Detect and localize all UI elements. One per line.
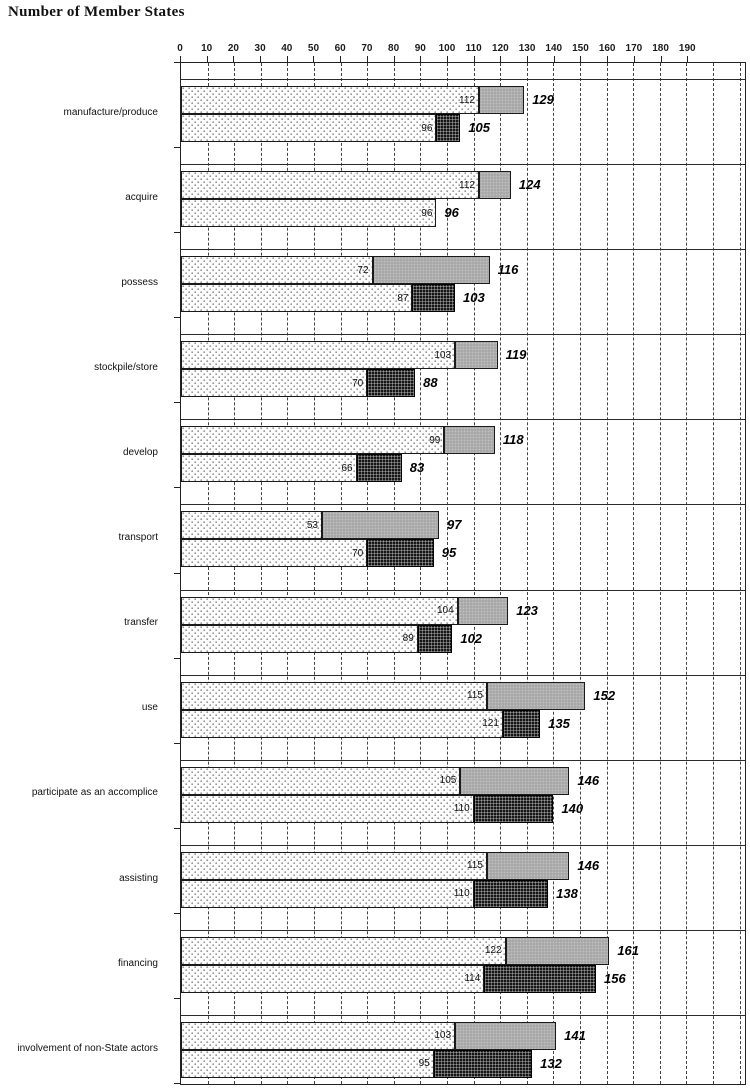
bar-base-value: 104 [436, 605, 454, 616]
bar-extension-segment [367, 539, 434, 567]
bar-base-value: 96 [421, 207, 433, 219]
bar-top [181, 852, 745, 880]
category-label: use [141, 702, 158, 714]
bar-total-value: 118 [502, 432, 524, 448]
x-tick-label: 20 [227, 43, 239, 54]
band-separator-line [181, 675, 745, 676]
bar-base-value: 115 [466, 690, 483, 702]
bar-base-value: 72 [357, 264, 369, 276]
bar-total-value: 138 [556, 885, 578, 901]
bar-extension-segment [455, 1022, 556, 1050]
bar-total-value: 146 [577, 772, 600, 788]
bar-base-value: 70 [352, 547, 364, 559]
bar-total-value: 88 [423, 375, 438, 391]
bar-bottom [181, 539, 745, 567]
bar-bottom [181, 710, 745, 738]
bar-extension-segment [322, 511, 439, 539]
bar-extension-segment [479, 86, 524, 114]
bar-extension-segment [487, 682, 585, 710]
x-tick-label: 130 [518, 43, 536, 54]
bar-total-value: 116 [497, 262, 519, 278]
y-axis-boundary-tick [174, 232, 180, 233]
bar-extension-segment [357, 454, 402, 482]
bar-bottom [181, 369, 745, 397]
y-axis-boundary-tick [174, 658, 180, 659]
bar-base-value: 103 [434, 349, 452, 361]
bar-base-value: 114 [464, 973, 481, 985]
bar-top [181, 171, 745, 199]
bar-top [181, 86, 745, 114]
bar-total-value: 161 [617, 942, 640, 958]
bar-top [181, 597, 745, 625]
x-tick-label: 30 [254, 43, 266, 54]
x-tick-label: 10 [201, 43, 213, 54]
x-tick-label: 70 [361, 43, 373, 54]
category-label: possess [121, 276, 158, 288]
bar-base-value: 95 [418, 1058, 430, 1070]
bar-base-value: 87 [397, 292, 409, 304]
y-axis-boundary-tick [174, 147, 180, 148]
x-tick-label: 40 [281, 43, 293, 54]
bar-base-value: 115 [466, 860, 483, 872]
bar-total-value: 103 [463, 290, 485, 306]
bar-base-value: 66 [341, 462, 353, 474]
category-labels [0, 62, 180, 1085]
x-tick-label: 100 [438, 43, 456, 54]
y-axis-boundary-tick [174, 573, 180, 574]
bar-base-value: 112 [459, 179, 475, 191]
bar-total-value: 97 [447, 517, 462, 533]
bar-extension-segment [458, 597, 509, 625]
bar-total-value: 152 [593, 687, 616, 703]
bar-extension-segment [479, 171, 511, 199]
bar-extension-segment [503, 710, 540, 738]
x-tick-label: 110 [465, 43, 482, 54]
x-tick-label: 150 [572, 43, 589, 54]
bar-base-value: 112 [459, 94, 475, 106]
bar-total-value: 123 [516, 602, 538, 618]
category-label: transport [118, 532, 158, 544]
bar-base-value: 105 [439, 775, 457, 787]
x-tick-label: 50 [307, 43, 320, 54]
bar-total-value: 129 [532, 92, 554, 107]
y-axis-boundary-tick [174, 402, 180, 403]
bar-bottom [181, 1050, 745, 1078]
category-label: participate as an accomplice [31, 787, 158, 799]
y-axis-boundary-tick [174, 998, 180, 999]
bar-bottom [181, 625, 745, 653]
bar-total-value: 119 [505, 347, 527, 363]
category-label: assisting [119, 872, 158, 884]
bar-bottom [181, 454, 745, 482]
bar-top [181, 256, 745, 284]
bar-extension-segment [444, 426, 495, 454]
bar-total-value: 95 [441, 545, 457, 561]
bar-extension-segment [474, 795, 554, 823]
bar-base-value: 70 [352, 377, 364, 389]
bar-top [181, 341, 745, 369]
band-separator-line [181, 249, 745, 250]
y-axis-boundary-tick [174, 487, 180, 488]
bar-extension-segment [412, 284, 455, 312]
y-axis-boundary-tick [174, 913, 180, 914]
bar-base-value: 96 [421, 122, 433, 134]
bar-top [181, 426, 745, 454]
bar-extension-segment [484, 965, 596, 993]
bar-top [181, 682, 745, 710]
band-separator-line [181, 164, 745, 165]
bar-bottom [181, 114, 745, 142]
bar-top [181, 511, 745, 539]
bar-extension-segment [506, 937, 610, 965]
bar-bottom [181, 965, 745, 993]
category-label: manufacture/produce [63, 106, 158, 118]
category-label: involvement of non-State actors [17, 1042, 158, 1054]
category-label: acquire [125, 191, 158, 203]
bar-extension-segment [487, 852, 569, 880]
bar-extension-segment [460, 767, 569, 795]
y-axis-boundary-tick [174, 743, 180, 744]
bar-extension-segment [418, 625, 453, 653]
bar-extension-segment [434, 1050, 532, 1078]
bar-total-value: 156 [604, 970, 626, 986]
x-axis-tick-labels [177, 43, 746, 56]
category-label: develop [122, 447, 158, 459]
category-label: stockpile/store [94, 362, 158, 373]
x-tick-label: 120 [492, 43, 509, 54]
bar-bottom [181, 880, 745, 908]
bar-bottom [181, 199, 745, 227]
x-tick-label: 90 [414, 43, 426, 54]
bar-extension-segment [474, 880, 548, 908]
band-separator-line [181, 845, 745, 846]
y-axis-boundary-tick [174, 62, 180, 63]
bar-total-value: 83 [409, 460, 425, 476]
bar-total-value: 141 [564, 1027, 586, 1043]
band-separator-line [181, 930, 745, 931]
band-separator-line [181, 504, 745, 505]
x-tick-label: 170 [625, 43, 643, 54]
bar-total-value: 124 [518, 177, 541, 193]
bar-extension-segment [455, 341, 498, 369]
x-tick-label: 190 [678, 43, 696, 54]
bar-total-value: 105 [468, 120, 491, 135]
bar-total-value: 96 [444, 205, 459, 221]
bar-base-value: 110 [453, 888, 470, 900]
band-separator-line [181, 419, 745, 420]
y-axis-boundary-tick [174, 828, 180, 829]
category-label: financing [117, 957, 158, 969]
chart-title: Number of Member States [8, 4, 185, 20]
y-axis-boundary-tick [174, 1083, 180, 1084]
x-tick-label: 80 [388, 43, 400, 54]
bar-base-value: 121 [482, 718, 499, 730]
bar-base-value: 53 [306, 519, 318, 531]
plot-area [180, 62, 746, 1085]
bar-top [181, 1022, 745, 1050]
bar-total-value: 102 [460, 630, 483, 646]
bar-base-value: 99 [429, 434, 441, 446]
x-tick-label: 180 [652, 43, 669, 54]
x-tick-label: 140 [545, 43, 563, 54]
bar-extension-segment [373, 256, 490, 284]
category-label: transfer [124, 617, 158, 629]
x-tick-label: 160 [598, 43, 616, 54]
bar-base-value: 89 [402, 633, 414, 644]
x-tick-label: 0 [177, 43, 183, 54]
band-separator-line [181, 1015, 745, 1016]
bar-extension-segment [436, 114, 460, 142]
band-separator-line [181, 760, 745, 761]
bar-total-value: 135 [548, 715, 570, 731]
bar-top [181, 767, 745, 795]
bar-top [181, 937, 745, 965]
bar-base-value: 110 [453, 803, 470, 815]
bar-total-value: 132 [540, 1055, 562, 1071]
y-axis-boundary-tick [174, 317, 180, 318]
bar-base-value: 122 [484, 945, 502, 957]
x-tick-label: 60 [334, 43, 346, 54]
band-separator-line [181, 334, 745, 335]
bar-bottom [181, 795, 745, 823]
bar-total-value: 146 [577, 857, 600, 873]
bar-total-value: 140 [561, 800, 584, 816]
bar-bottom [181, 284, 745, 312]
band-separator-line [181, 590, 745, 591]
bar-base-value: 103 [434, 1030, 452, 1042]
band-separator-line [181, 79, 745, 80]
bar-extension-segment [367, 369, 415, 397]
